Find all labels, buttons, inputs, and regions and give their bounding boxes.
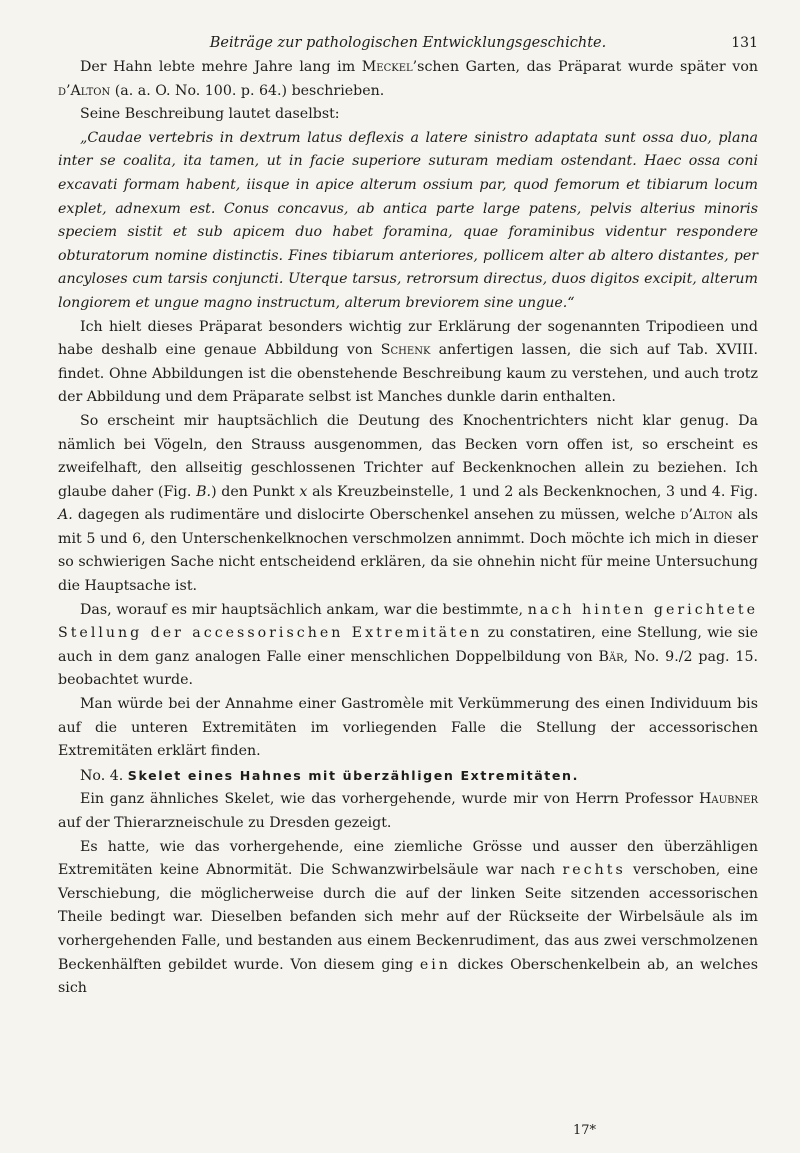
paragraph-p9 [58,788,758,835]
text-segment: d’Alton [58,82,111,99]
text-segment: A. [58,507,73,524]
text-segment: ein [419,956,451,973]
paragraph-p8 [58,764,758,789]
paragraph-p7 [58,693,758,764]
text-segment: ’schen Garten, das Präparat wurde später von [412,59,758,75]
text-segment: So erscheint mir hauptsächlich die Deutung des Knochentrichters nicht klar genug. Da nämlich bei Vögeln, den Strauss ausgenommen, das Becken vorn offen ist, so erscheint es zweifelhaft, den allseitig geschlossenen Trichter auf Beckenknochen allein zu beziehen. Ich glaube daher (Fig. [58,412,758,500]
text-segment: Man würde bei der Annahme einer Gastromèle mit Verkümmerung des einen Individuum bis auf die unteren Extremitäten im vorliegenden Falle die Stellung der accessorischen Extremitäten erklärt finden. [58,696,758,760]
text-segment: auf der Thierarzneischule zu Dresden gezeigt. [58,815,392,831]
page-number: 131 [731,35,758,51]
text-segment: zu constatiren, eine Stellung, wie sie auch in dem ganz analogen Falle einer menschlichen Doppelbildung von [58,625,758,665]
text-segment: Meckel [361,59,413,75]
text-segment: x [299,483,308,500]
text-segment: als Kreuzbeinstelle, 1 und 2 als Beckenknochen, 3 und 4. Fig. [307,483,758,500]
text-segment: (a. a. O. No. 100. p. 64.) beschrieben. [110,82,385,99]
running-title: Beiträge zur pathologischen Entwicklungsgeschichte. [209,35,607,51]
paragraph-p6 [58,599,758,693]
text-segment: rechts [562,862,626,879]
paragraph-p5 [58,410,758,599]
text-segment: anfertigen lassen, die sich auf Tab. XVIII. findet. Ohne Abbildungen ist die obenstehende Beschreibung kaum zu verstehen, und auch trotz der Abbildung und dem Präparate selbst ist Manches dunkle darin enthalten. [58,342,758,406]
text-segment: nach hinten gerichtete Stellung der accessorischen Extremitäten [58,601,758,642]
paragraph-p2 [58,103,758,127]
text-segment: Ich hielt dieses Präparat besonders wichtig zur Erklärung der sogenannten Tripodieen und habe deshalb eine genaue Abbildung von [58,318,758,359]
text-segment: „Caudae vertebris in dextrum latus deflexis a latere sinistro adaptata sunt ossa duo, plana inter se coalita, ita tamen, ut in facie superiore suturam mediam ostendant. Haec ossa coni excavati formam habent, iisque in apice alterum ossium par, quod femorum et tibiarum locum explet, adnexum est. Conus concavus, ab antica parte large patens, pelvis alterius minoris speciem sistit et sub apicem duo habet foramina, quae foraminibus videntur respondere obturatorum nomine distinctis. Fines tibiarum anteriores, pollicem alter ab altero distantes, per ancyloses cum tarsis conjuncti. Uterque tarsus, retrorsum directus, duos digitos excipit, alterum longiorem et ungue magno instructum, alterum breviorem sine ungue.“ [58,129,758,311]
body-text [58,56,758,1001]
text-segment: Es hatte, wie das vorhergehende, eine ziemliche Grösse und ausser den überzähligen Extremitäten keine Abnormität. Die Schwanzwirbelsäule war nach [58,838,758,879]
text-segment: Bär [598,648,624,665]
text-segment: Seine Beschreibung lautet daselbst: [80,106,340,123]
text-segment: Ein ganz ähnliches Skelet, wie das vorhergehende, wurde mir von Herrn Professor [80,791,700,808]
text-segment: verschoben, eine Verschiebung, die möglicherweise durch die auf der linken Seite sitzenden accessorischen Theile bedingt war. Dieselben befanden sich mehr auf der Rückseite der Wirbelsäule als im vorhergehenden Falle, und bestanden aus einem Beckenrudiment, das aus zwei verschmolzenen Beckenhälften gebildet wurde. Von diesem ging [58,862,758,973]
paragraph-p4 [58,316,758,410]
text-segment: B. [196,483,212,500]
text-segment: d’Alton [680,507,733,524]
printer-signature: 17* [572,1123,596,1138]
text-segment: Schenk [380,342,431,359]
text-segment: No. 4. [80,767,128,784]
text-segment: , No. 9./2 pag. 15. beobachtet wurde. [58,648,758,689]
text-segment: dagegen als rudimentäre und dislocirte Oberschenkel ansehen zu müssen, welche [72,507,681,524]
text-segment: Skelet eines Hahnes mit überzähligen Extremitäten. [127,767,580,783]
paragraph-p3 [58,127,758,316]
text-segment: Das, worauf es mir hauptsächlich ankam, war die bestimmte, [80,601,528,618]
text-segment: Haubner [699,791,758,808]
text-segment: ) den Punkt [211,483,300,500]
text-segment: als mit 5 und 6, den Unterschenkelknochen verschmolzen annimmt. Doch möchte ich mich in dieser so schwierigen Sache nicht entscheidend erklären, da sie ohnehin nicht für meine Untersuchung die Hauptsache ist. [58,507,758,595]
text-segment: Der Hahn lebte mehre Jahre lang im [80,59,362,75]
paragraph-p1 [58,56,758,103]
paragraph-p10 [58,836,758,1001]
running-head [58,30,758,56]
text-segment: dickes Oberschenkelbein ab, an welches sich [58,956,758,997]
